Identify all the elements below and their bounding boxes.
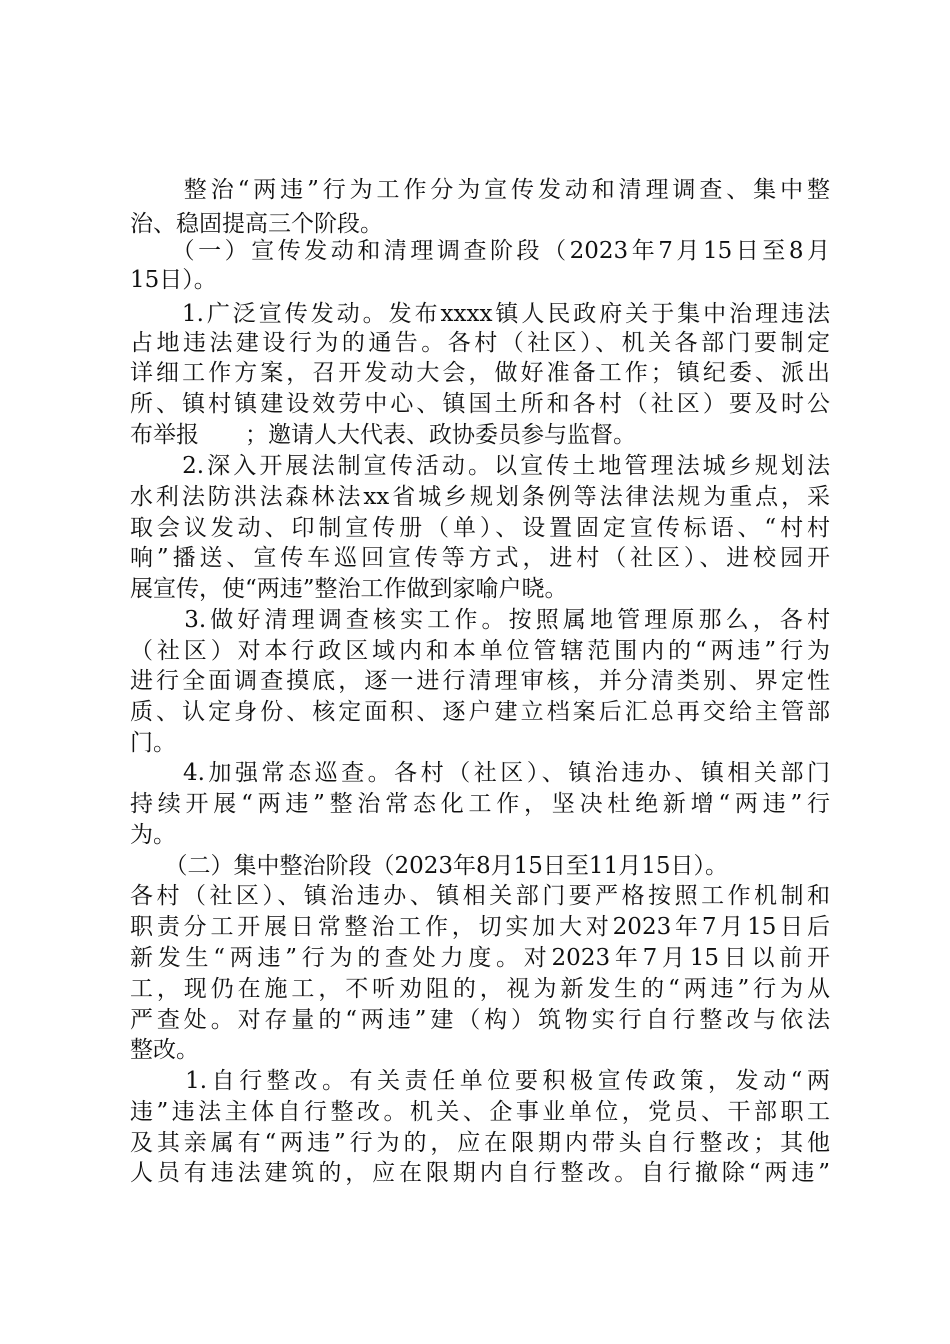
text-line: 为。 [130,822,176,848]
text-line: 4.加强常态巡查。各村（社区）、镇治违办、镇相关部门 [130,760,830,786]
text-line: 各村（社区）、镇治违办、镇相关部门要严格按照工作机制和 [130,883,830,909]
text-line: 职责分工开展日常整治工作，切实加大对2023年7月15日后 [130,914,830,940]
text-line: 取会议发动、印制宣传册（单）、设置固定宣传标语、“村村 [130,515,830,541]
text-line: 15日）。 [130,267,217,293]
text-line: 所、镇村镇建设效劳中心、镇国土所和各村（社区）要及时公 [130,391,830,417]
text-line: 展宣传，使“两违”整治工作做到家喻户晓。 [130,576,568,602]
text-line: 持续开展“两违”整治常态化工作，坚决杜绝新增“两违”行 [130,791,830,817]
text-line: 质、认定身份、核定面积、逐户建立档案后汇总再交给主管部 [130,699,830,725]
text-line: 1.广泛宣传发动。发布xxxx镇人民政府关于集中治理违法 [130,301,830,327]
text-line: 占地违法建设行为的通告。各村（社区）、机关各部门要制定 [130,330,830,356]
text-line: 响”播送、宣传车巡回宣传等方式，进村（社区）、进校园开 [130,545,830,571]
text-line: 及其亲属有“两违”行为的，应在限期内带头自行整改；其他 [130,1130,830,1156]
text-line: 进行全面调查摸底，逐一进行清理审核，并分清类别、界定性 [130,668,830,694]
text-line: 1.自行整改。有关责任单位要积极宣传政策，发动“两 [130,1068,830,1094]
text-line: 详细工作方案，召开发动大会，做好准备工作；镇纪委、派出 [130,360,830,386]
text-line: 整治“两违”行为工作分为宣传发动和清理调查、集中整 [130,177,830,203]
text-line: （二）集中整治阶段（2023年8月15日至11月15日）。 [130,853,728,879]
text-line: 新发生“两违”行为的查处力度。对2023年7月15日以前开 [130,945,830,971]
text-line: 整改。 [130,1037,199,1063]
text-line: 门。 [130,730,176,756]
text-line: 严查处。对存量的“两违”建（构）筑物实行自行整改与依法 [130,1007,830,1033]
text-line: 工，现仍在施工，不听劝阻的，视为新发生的“两违”行为从 [130,976,830,1002]
text-line: 水利法防洪法森林法xx省城乡规划条例等法律法规为重点，采 [130,484,830,510]
text-line: 人员有违法建筑的，应在限期内自行整改。自行撤除“两违” [130,1160,830,1186]
text-line: 治、稳固提高三个阶段。 [130,211,383,237]
text-line: 违”违法主体自行整改。机关、企事业单位，党员、干部职工 [130,1099,830,1125]
text-line: （一）宣传发动和清理调查阶段（2023年7月15日至8月 [130,238,830,264]
text-line: 3.做好清理调查核实工作。按照属地管理原那么，各村 [130,607,830,633]
text-line: 布举报 ；邀请人大代表、政协委员参与监督。 [130,422,636,448]
text-line: （社区）对本行政区域内和本单位管辖范围内的“两违”行为 [130,638,830,664]
text-line: 2.深入开展法制宣传活动。以宣传土地管理法城乡规划法 [130,453,830,479]
